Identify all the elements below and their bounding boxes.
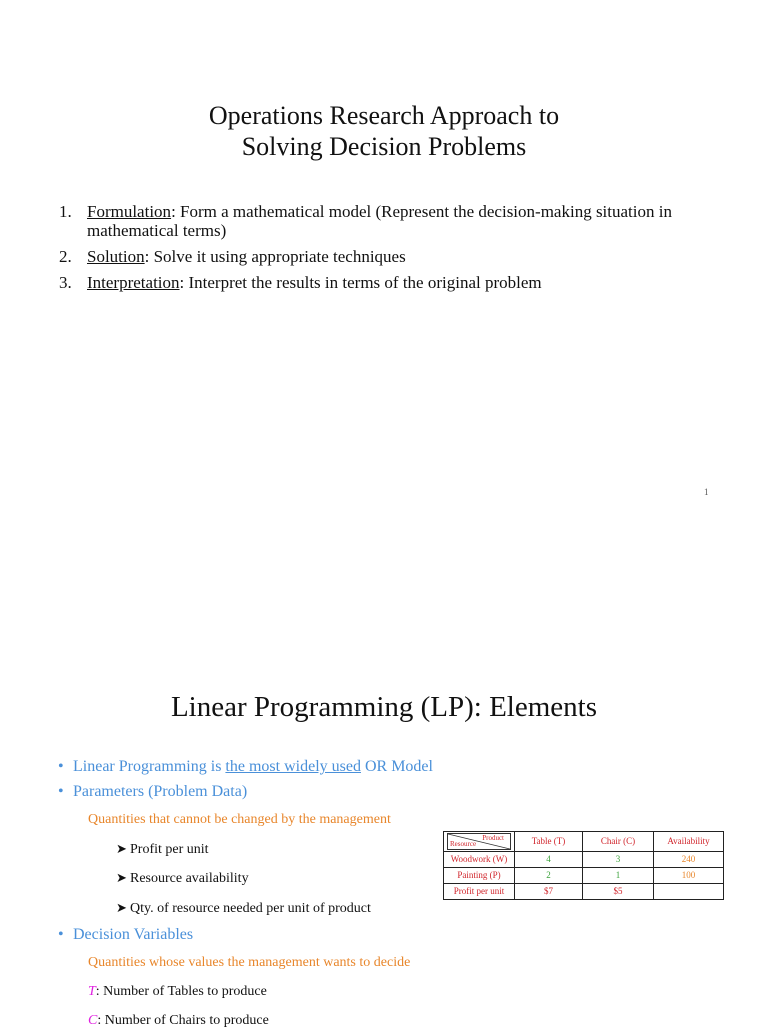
- param-item: [116, 899, 371, 918]
- arrow-bullet-icon: ➤: [116, 870, 127, 885]
- table-corner-cell: [444, 832, 515, 852]
- variable-text: : Number of Tables to produce: [95, 984, 267, 999]
- table-cell: 240: [654, 852, 724, 868]
- step-text: : Interpret the results in terms of the original problem: [179, 273, 542, 292]
- parameters-description: Quantities that cannot be changed by the management: [88, 812, 391, 827]
- table-row: [444, 852, 724, 868]
- table-row-label: Woodwork (W): [444, 852, 515, 868]
- arrow-bullet-icon: ➤: [116, 900, 127, 915]
- table-header-row: [444, 832, 724, 852]
- bullet-text: Linear Programming is: [73, 758, 226, 775]
- page-number: 1: [704, 487, 709, 497]
- corner-label-resource: Resource: [450, 840, 477, 848]
- table-row-label: Profit per unit: [444, 884, 515, 900]
- table-row: [444, 868, 724, 884]
- variable-item: [88, 983, 267, 1001]
- bullet-dot-icon: •: [58, 926, 64, 943]
- bullet-text: Parameters (Problem Data): [73, 783, 248, 800]
- param-item-text: Profit per unit: [130, 842, 209, 857]
- step-number: 1.: [59, 202, 72, 221]
- table-cell: 3: [583, 852, 654, 868]
- bullet-underlined-text: the most widely used: [225, 758, 361, 775]
- table-header-cell: Chair (C): [583, 832, 654, 852]
- step-term: Interpretation: [87, 273, 180, 292]
- step-number: 2.: [59, 247, 72, 266]
- arrow-bullet-icon: ➤: [116, 841, 127, 856]
- bullet-decision-variables: [58, 925, 193, 945]
- table-cell: $7: [515, 884, 583, 900]
- table-cell: 4: [515, 852, 583, 868]
- bullet-text: Decision Variables: [73, 926, 194, 943]
- table-cell: $5: [583, 884, 654, 900]
- table-row: [444, 884, 724, 900]
- bullet-parameters: [58, 782, 247, 802]
- param-item-text: Qty. of resource needed per unit of product: [130, 901, 371, 916]
- slide-1-title: [0, 100, 768, 162]
- bullet-dot-icon: •: [58, 758, 64, 775]
- title-line-1: Operations Research Approach to: [208, 101, 560, 130]
- step-item: [56, 202, 716, 240]
- bullet-text: OR Model: [360, 758, 433, 775]
- step-item: [56, 247, 716, 266]
- slide-2: [0, 668, 768, 1028]
- table-header-cell: Availability: [654, 832, 724, 852]
- variable-text: : Number of Chairs to produce: [97, 1013, 269, 1028]
- corner-label-product: Product: [482, 834, 504, 842]
- step-item: [56, 273, 716, 292]
- bullet-dot-icon: •: [58, 783, 64, 800]
- table-row-label: Painting (P): [444, 868, 515, 884]
- table-cell: 1: [583, 868, 654, 884]
- step-term: Solution: [87, 247, 145, 266]
- variable-symbol: T: [88, 984, 96, 999]
- step-number: 3.: [59, 273, 72, 292]
- slide-2-title: Linear Programming (LP): Elements: [170, 691, 598, 723]
- variable-item: [88, 1012, 269, 1030]
- step-text: : Solve it using appropriate techniques: [144, 247, 406, 266]
- steps-list: [56, 202, 716, 299]
- step-term: Formulation: [87, 202, 172, 221]
- parameters-table: [443, 831, 724, 900]
- param-item: [116, 869, 249, 888]
- param-item: [116, 840, 209, 859]
- table-cell: 2: [515, 868, 583, 884]
- param-item-text: Resource availability: [130, 871, 249, 886]
- table-cell: [654, 884, 724, 900]
- bullet-lp-definition: [58, 757, 433, 777]
- variables-description: Quantities whose values the management wants to decide: [88, 955, 411, 970]
- title-line-2: Solving Decision Problems: [241, 132, 527, 161]
- table-header-cell: Table (T): [515, 832, 583, 852]
- variable-symbol: C: [88, 1013, 98, 1028]
- step-text: : Form a mathematical model (Represent the decision-making situation in mathematical terms): [87, 202, 672, 240]
- table-cell: 100: [654, 868, 724, 884]
